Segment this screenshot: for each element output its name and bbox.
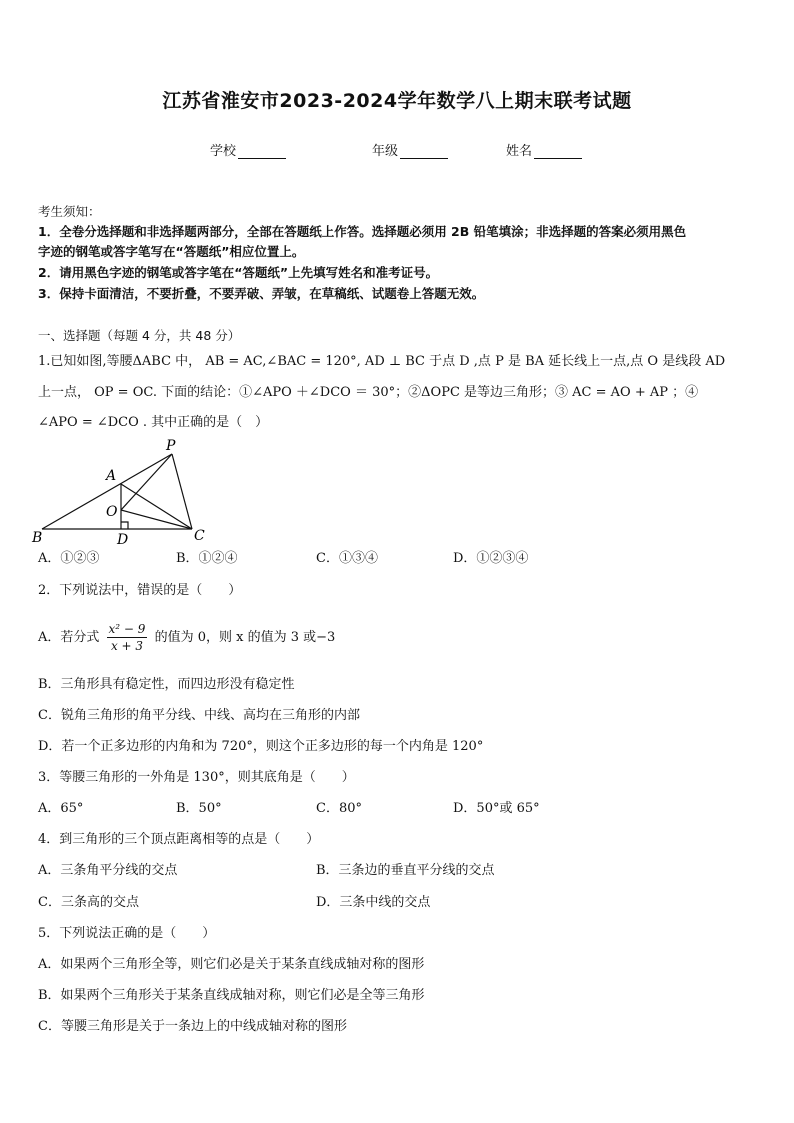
q3-option-b[interactable]: B．50°: [176, 801, 222, 816]
page-title: 江苏省淮安市2023-2024学年数学八上期末联考试题: [162, 90, 632, 112]
q1-option-a[interactable]: A．①②③: [38, 551, 100, 566]
notice-heading: 考生须知：: [38, 204, 101, 219]
q1-option-b[interactable]: B．①②④: [176, 551, 238, 566]
notice-item: 字迹的钢笔或答字笔写在“答题纸”相应位置上。: [38, 244, 305, 259]
q1-line3: ∠APO = ∠DCO . 其中正确的是（ ）: [38, 415, 269, 430]
label-a: A: [106, 468, 117, 484]
q3-option-a[interactable]: A．65°: [38, 801, 84, 816]
label-p: P: [166, 438, 176, 454]
school-field[interactable]: 学校: [210, 140, 286, 159]
q4-option-c[interactable]: C．三条高的交点: [38, 895, 139, 910]
q2-option-b[interactable]: B．三角形具有稳定性，而四边形没有稳定性: [38, 677, 295, 692]
q4-stem: 4．到三角形的三个顶点距离相等的点是（ ）: [38, 832, 320, 847]
label-d: D: [117, 532, 129, 548]
q5-stem: 5．下列说法正确的是（ ）: [38, 926, 216, 941]
grade-field[interactable]: 年级: [372, 140, 448, 159]
q4-option-b[interactable]: B．三条边的垂直平分线的交点: [316, 863, 495, 878]
q2-stem: 2．下列说法中，错误的是（ ）: [38, 583, 242, 598]
q4-option-d[interactable]: D．三条中线的交点: [316, 895, 431, 910]
q5-option-b[interactable]: B．如果两个三角形关于某条直线成轴对称，则它们必是全等三角形: [38, 988, 425, 1003]
q5-option-a[interactable]: A．如果两个三角形全等，则它们必是关于某条直线成轴对称的图形: [38, 957, 425, 972]
q1-line2: 上一点， OP = OC. 下面的结论：①∠APO ＋∠DCO ＝ 30°；②ΔOPC 是等边三角形；③ AC = AO + AP ；④: [38, 385, 699, 400]
q2-option-c[interactable]: C．锐角三角形的角平分线、中线、高均在三角形的内部: [38, 708, 360, 723]
triangle-figure: [30, 436, 230, 548]
label-o: O: [106, 504, 118, 520]
notice-item: 2．请用黑色字迹的钢笔或答字笔在“答题纸”上先填写姓名和准考证号。: [38, 265, 439, 280]
section-heading: 一、选择题（每题 4 分，共 48 分）: [38, 328, 241, 343]
q1-option-c[interactable]: C．①③④: [316, 551, 378, 566]
q2-option-d[interactable]: D．若一个正多边形的内角和为 720°，则这个正多边形的每一个内角是 120°: [38, 739, 484, 754]
q1-option-d[interactable]: D．①②③④: [453, 551, 529, 566]
q3-option-d[interactable]: D．50°或 65°: [453, 801, 540, 816]
q4-option-a[interactable]: A．三条角平分线的交点: [38, 863, 178, 878]
notice-item: 3．保持卡面清洁，不要折叠，不要弄破、弄皱，在草稿纸、试题卷上答题无效。: [38, 286, 485, 301]
label-c: C: [194, 528, 205, 544]
label-b: B: [32, 530, 43, 546]
q3-option-c[interactable]: C．80°: [316, 801, 362, 816]
q2-option-a[interactable]: A．若分式 $\frac{\text{x² − 9}}{x + 3}$ 的值为 0，则 x 的值为 3 或−3: [38, 622, 336, 653]
q5-option-c[interactable]: C．等腰三角形是关于一条边上的中线成轴对称的图形: [38, 1019, 347, 1034]
q3-stem: 3．等腰三角形的一外角是 130°，则其底角是（ ）: [38, 770, 355, 785]
notice-item: 1．全卷分选择题和非选择题两部分，全部在答题纸上作答。选择题必须用 2B 铅笔填涂；非选择题的答案必须用黑色: [38, 224, 687, 239]
student-info-row: [0, 140, 794, 160]
fraction: $\frac{\text{x² − 9}}{x + 3}$: [108, 622, 146, 653]
q1-line1: 1.已知如图,等腰ΔABC 中， AB = AC,∠BAC = 120°, AD ⊥ BC 于点 D ,点 P 是 BA 延长线上一点,点 O 是线段 AD: [38, 354, 726, 369]
name-field[interactable]: 姓名: [506, 140, 582, 159]
